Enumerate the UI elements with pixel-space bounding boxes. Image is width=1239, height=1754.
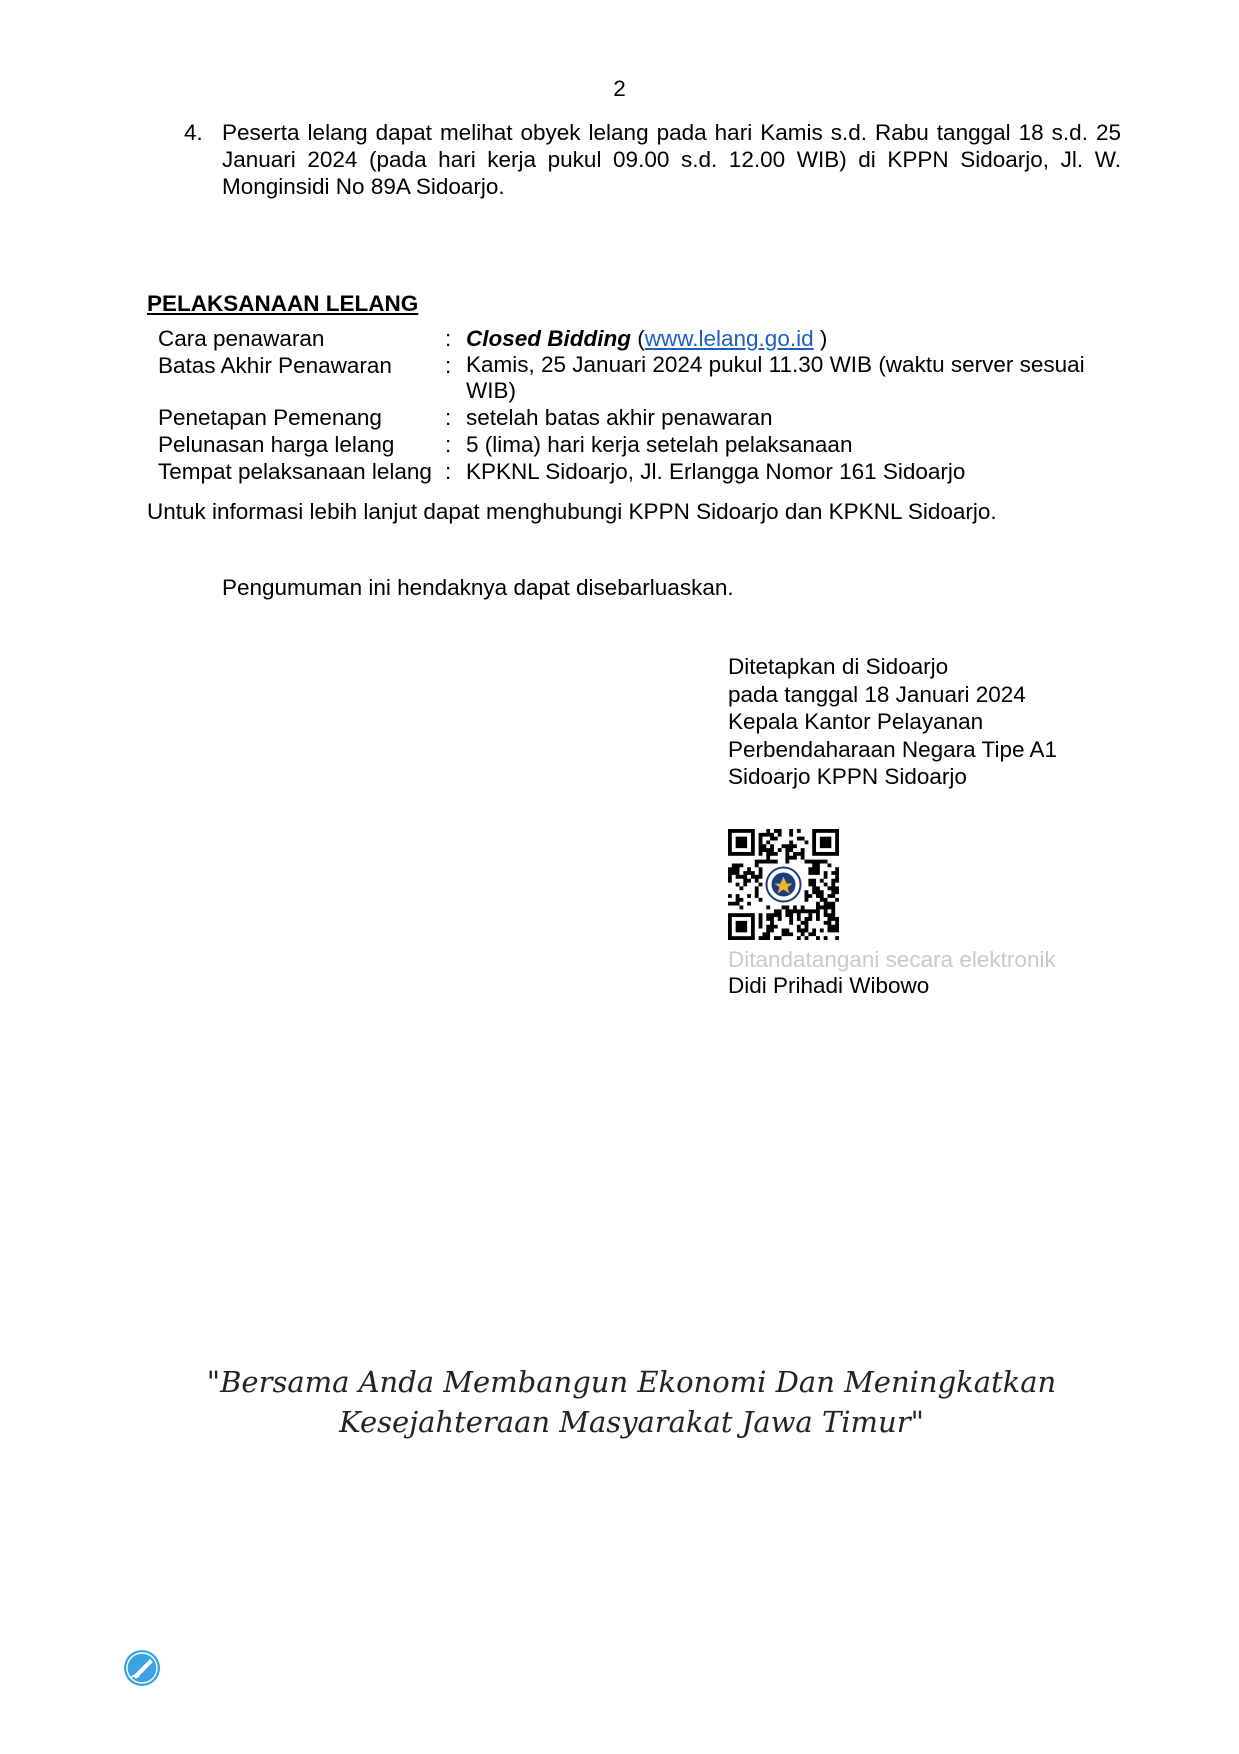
closing-info: Untuk informasi lebih lanjut dapat menghubungi KPPN Sidoarjo dan KPKNL Sidoarjo. [147,499,997,524]
detail-row-batas-akhir [158,352,1123,404]
esign-label: Ditandatangani secara elektronik [728,947,1056,972]
qr-code [728,829,839,940]
detail-colon: : [445,459,452,484]
detail-value: Kamis, 25 Januari 2024 pukul 11.30 WIB (waktu server sesuai WIB) [466,352,1085,403]
signer-name: Didi Prihadi Wibowo [728,973,930,998]
page-number: 2 [613,76,626,101]
detail-colon: : [445,405,452,430]
detail-value: KPKNL Sidoarjo, Jl. Erlangga Nomor 161 Sidoarjo [466,459,966,484]
detail-label: Tempat pelaksanaan lelang [158,459,432,484]
section-heading: PELAKSANAAN LELANG [147,291,419,316]
details-table [158,325,1123,485]
signature-block [728,653,1057,791]
list-item-number: 4. [184,120,203,145]
lelang-link[interactable]: www.lelang.go.id [644,326,814,351]
paren-close: ) [813,326,828,351]
detail-label: Penetapan Pemenang [158,405,382,430]
signature-line: Sidoarjo KPPN Sidoarjo [728,764,967,789]
detail-row-penetapan-pemenang [158,404,1123,431]
motto-line: "Bersama Anda Membangun Ekonomi Dan Meningkatkan [206,1365,1057,1399]
detail-value [466,325,1123,352]
detail-row-pelunasan [158,431,1123,458]
detail-value: setelah batas akhir penawaran [466,405,773,430]
signature-line: Ditetapkan di Sidoarjo [728,654,949,679]
paren-open: ( [631,326,645,351]
announcement: Pengumuman ini hendaknya dapat disebarluaskan. [222,575,734,600]
list-item-text: Peserta lelang dapat melihat obyek lelang pada hari Kamis s.d. Rabu tanggal 18 s.d. 25 Januari 2024 (pada hari kerja pukul 09.00 s.d. 12.00 WIB) di KPPN Sidoarjo, Jl. W. Monginsidi No 89A Sidoarjo. [222,120,1121,199]
detail-colon: : [445,326,452,351]
signature-line: Kepala Kantor Pelayanan [728,709,984,734]
detail-label: Batas Akhir Penawaran [158,353,392,378]
detail-label: Cara penawaran [158,326,325,351]
motto [0,1362,1239,1442]
detail-row-tempat [158,458,1123,485]
e-sign-logo-icon [123,1649,161,1687]
detail-value: 5 (lima) hari kerja setelah pelaksanaan [466,432,853,457]
motto-line: Kesejahteraan Masyarakat Jawa Timur" [339,1405,924,1439]
detail-colon: : [445,432,452,457]
signature-line: Perbendaharaan Negara Tipe A1 [728,736,1057,762]
detail-label: Pelunasan harga lelang [158,432,395,457]
detail-row-cara-penawaran [158,325,1123,352]
detail-colon: : [445,353,452,378]
signature-line: pada tanggal 18 Januari 2024 [728,681,1026,707]
bidding-method: Closed Bidding [466,326,631,351]
